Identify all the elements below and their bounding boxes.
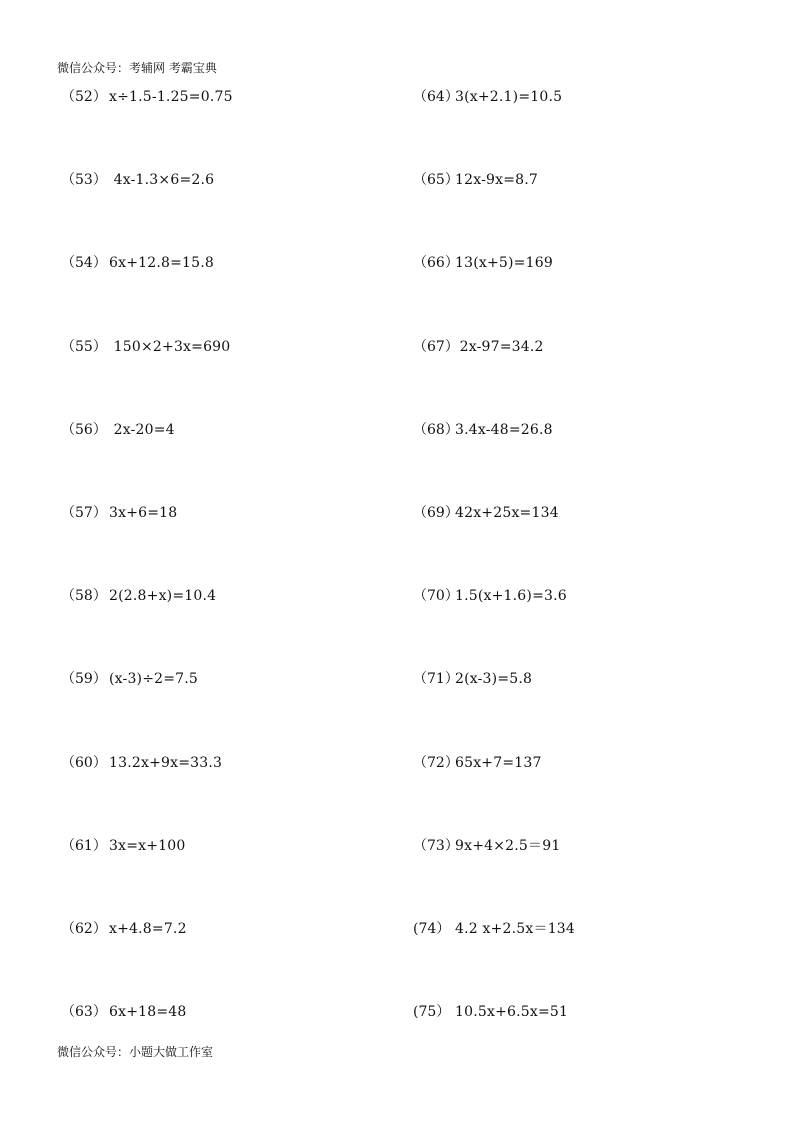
- problem-number: （62）: [61, 920, 107, 937]
- problem-equation: 4x-1.3×6=2.6: [109, 172, 215, 189]
- problem-equation: (x-3)÷2=7.5: [109, 671, 199, 688]
- problem-number: （53）: [61, 172, 107, 189]
- problem-equation: 4.2 x+2.5x＝134: [455, 920, 576, 937]
- problem-number: （60）: [61, 754, 107, 771]
- problem-item: [61, 421, 233, 504]
- problem-item: [413, 171, 575, 254]
- problem-equation: 3x=x+100: [109, 837, 186, 854]
- problem-item: [61, 920, 233, 1003]
- problem-equation: x+4.8=7.2: [109, 920, 187, 937]
- problem-item: [413, 421, 575, 504]
- page-header: 微信公众号：考辅网 考霸宝典: [57, 61, 217, 75]
- problem-item: [61, 88, 233, 171]
- problem-item: [61, 171, 233, 254]
- problem-item: [61, 754, 233, 837]
- problem-equation: 42x+25x=134: [455, 504, 559, 521]
- problem-number: （52）: [61, 89, 107, 105]
- problem-item: [413, 254, 575, 337]
- problem-number: (74）: [413, 920, 451, 937]
- problem-number: （73）: [413, 837, 459, 854]
- problem-equation: 150×2+3x=690: [109, 338, 231, 355]
- problem-number: （56）: [61, 421, 107, 438]
- problem-number: （63）: [61, 1004, 107, 1021]
- problem-equation: 2x-97=34.2: [455, 338, 544, 355]
- problem-number: （64）: [413, 89, 459, 105]
- problem-item: [61, 670, 233, 753]
- problem-equation: 3.4x-48=26.8: [455, 421, 553, 438]
- problem-item: [413, 504, 575, 587]
- problem-item: [61, 587, 233, 670]
- problem-item: [413, 920, 575, 1003]
- page-footer: 微信公众号：小题大做工作室: [57, 1045, 214, 1059]
- problem-equation: 13.2x+9x=33.3: [109, 754, 223, 771]
- problem-item: [61, 837, 233, 920]
- problem-equation: 65x+7=137: [455, 754, 542, 771]
- problem-number: (75）: [413, 1004, 451, 1021]
- problem-equation: 6x+12.8=15.8: [109, 255, 215, 272]
- problem-item: [413, 837, 575, 920]
- problem-item: [61, 338, 233, 421]
- problem-item: [413, 88, 575, 171]
- problem-equation: 3(x+2.1)=10.5: [455, 89, 563, 105]
- problem-equation: 6x+18=48: [109, 1004, 187, 1021]
- problem-equation: 10.5x+6.5x=51: [455, 1004, 569, 1021]
- problem-equation: 9x+4×2.5＝91: [455, 837, 561, 854]
- problem-list-left: [61, 88, 233, 1086]
- problem-equation: 2(x-3)=5.8: [455, 671, 533, 688]
- problem-number: （61）: [61, 837, 107, 854]
- problem-item: [413, 754, 575, 837]
- problem-item: [61, 504, 233, 587]
- problem-number: （65）: [413, 172, 459, 189]
- problem-number: （69）: [413, 504, 459, 521]
- problem-equation: 2(2.8+x)=10.4: [109, 588, 217, 605]
- problem-number: （59）: [61, 671, 107, 688]
- problem-number: （66）: [413, 255, 459, 272]
- problem-number: （67）: [413, 338, 459, 355]
- problem-item: [413, 670, 575, 753]
- problem-number: （57）: [61, 504, 107, 521]
- problem-number: （68）: [413, 421, 459, 438]
- problem-number: （55）: [61, 338, 107, 355]
- problem-item: [413, 587, 575, 670]
- problem-item: [413, 338, 575, 421]
- problem-equation: x÷1.5-1.25=0.75: [109, 89, 233, 105]
- problem-number: （72）: [413, 754, 459, 771]
- problem-number: （71）: [413, 671, 459, 688]
- problem-equation: 3x+6=18: [109, 504, 178, 521]
- problem-number: （70）: [413, 588, 459, 605]
- problem-equation: 12x-9x=8.7: [455, 172, 538, 189]
- problem-number: （58）: [61, 588, 107, 605]
- problem-item: [61, 254, 233, 337]
- problem-equation: 1.5(x+1.6)=3.6: [455, 588, 567, 605]
- problem-item: [413, 1003, 575, 1086]
- problem-list-right: [413, 88, 575, 1086]
- problem-equation: 2x-20=4: [109, 421, 175, 438]
- problem-equation: 13(x+5)=169: [455, 255, 553, 272]
- problem-number: （54）: [61, 255, 107, 272]
